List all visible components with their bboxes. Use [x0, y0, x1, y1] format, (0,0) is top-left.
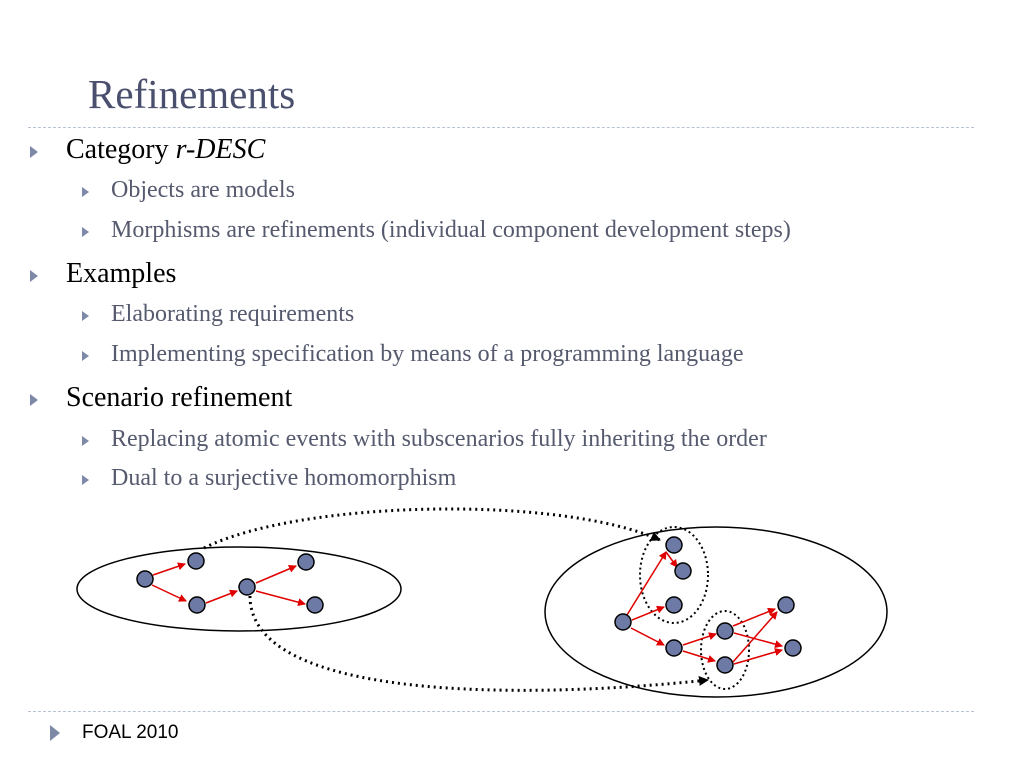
target-scenario-ellipse: [545, 527, 887, 697]
source-nodes: [137, 553, 323, 613]
footer-label: FOAL 2010: [82, 722, 179, 743]
bullet-morphisms: Morphisms are refinements (individual component development steps): [111, 217, 791, 243]
bullet-replacing: Replacing atomic events with subscenarios fully inheriting the order: [111, 426, 767, 452]
bullet-category: Category r-DESC: [66, 134, 266, 165]
footer-divider: [28, 711, 974, 712]
bullet-examples: Examples: [66, 258, 177, 289]
target-edges: [627, 552, 782, 664]
bullet-scenario: Scenario refinement: [66, 382, 293, 413]
mapping-arrow-top: [204, 509, 660, 548]
slide-title: Refinements: [88, 71, 296, 117]
source-edges: [152, 564, 305, 604]
bullet-objects: Objects are models: [111, 177, 295, 203]
bullet-implementing: Implementing specification by means of a programming language: [111, 341, 744, 367]
bullet-dual: Dual to a surjective homomorphism: [111, 465, 457, 491]
footer-arrow-icon: [50, 725, 60, 741]
bullet-elaborating: Elaborating requirements: [111, 301, 355, 327]
